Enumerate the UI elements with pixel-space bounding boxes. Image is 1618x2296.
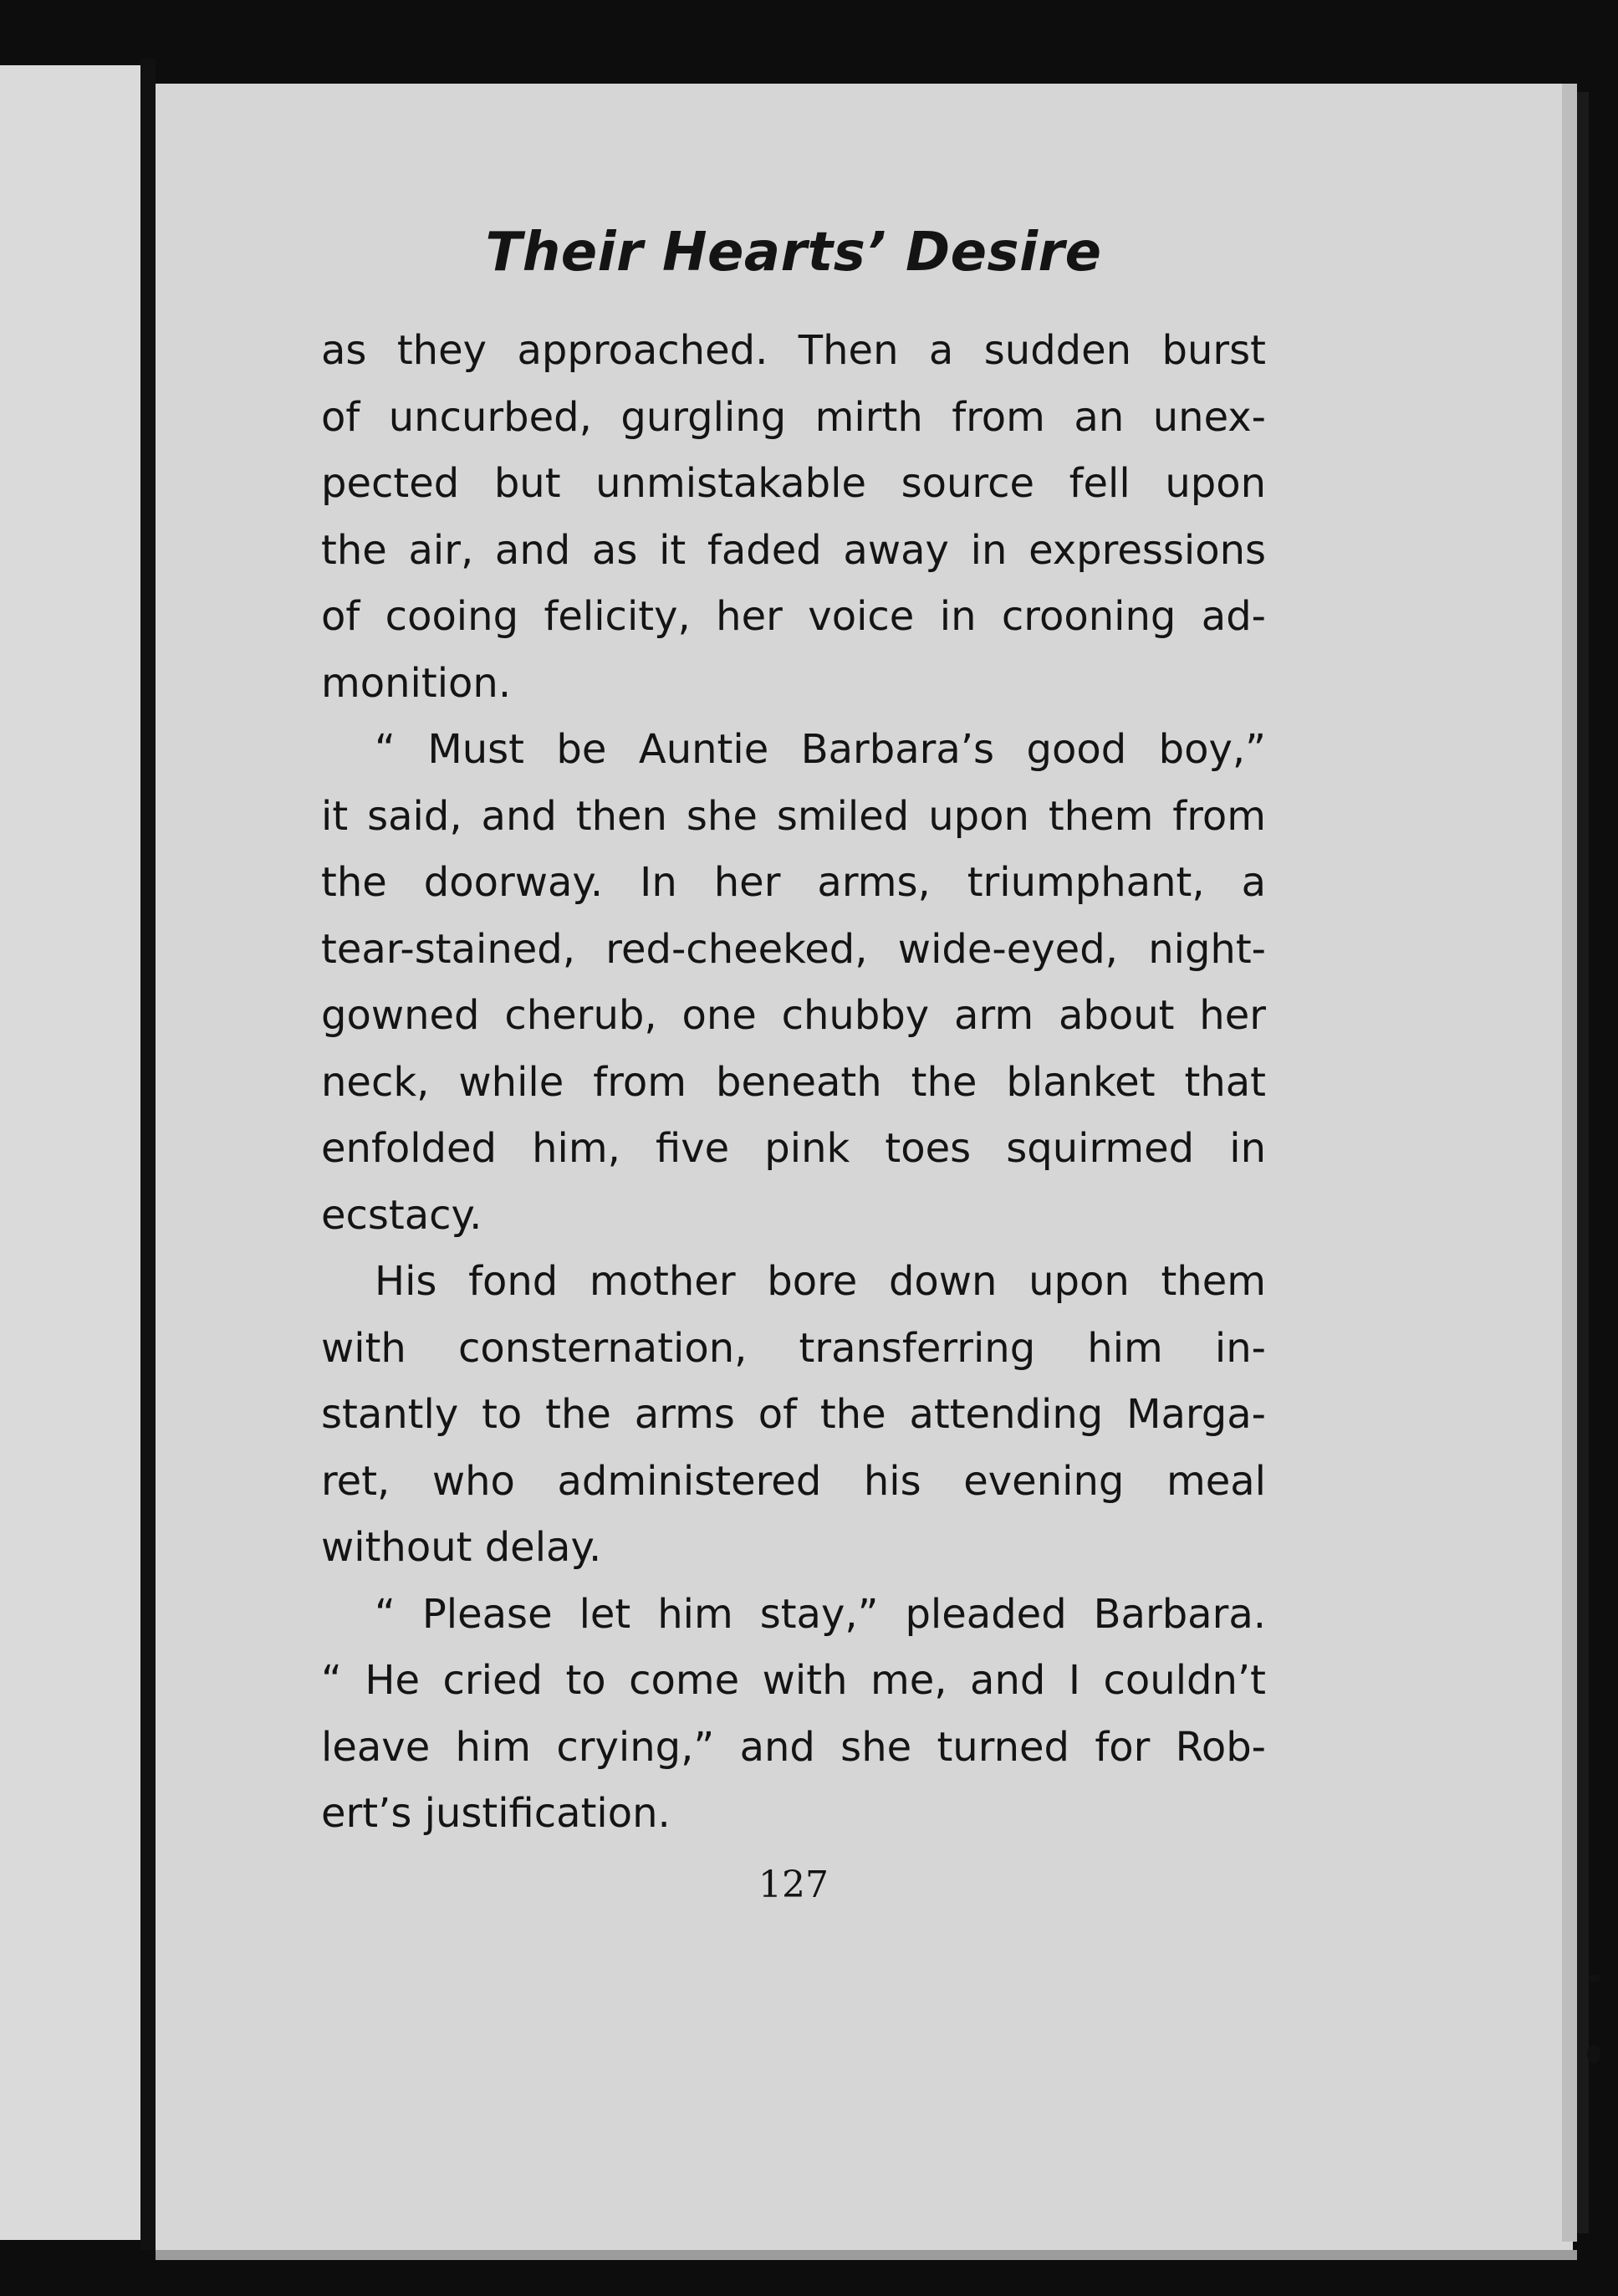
page-bottom-edge <box>156 2250 1577 2260</box>
scan-speck <box>1589 1974 1600 1982</box>
text-line: the doorway. In her arms, triumphant, a <box>321 859 1266 906</box>
text-line: ecstacy. <box>321 1191 482 1239</box>
text-line: His fond mother bore down upon them <box>375 1258 1266 1305</box>
text-line: of cooing felicity, her voice in crooning ad- <box>321 593 1266 640</box>
scan-speck <box>1587 2045 1600 2063</box>
text-line: monition. <box>321 659 512 707</box>
text-line: without delay. <box>321 1524 602 1571</box>
scan-speck <box>146 1539 153 1547</box>
text-line: ert’s justification. <box>321 1790 671 1837</box>
facing-page-edge <box>0 65 149 2240</box>
text-line: ret, who administered his evening meal <box>321 1457 1266 1505</box>
text-line: as they approached. Then a sudden burst <box>321 327 1266 374</box>
text-line: stantly to the arms of the attending Marga- <box>321 1391 1266 1438</box>
text-line: tear-stained, red-cheeked, wide-eyed, night- <box>321 925 1266 973</box>
text-line: gowned cherub, one chubby arm about her <box>321 992 1266 1039</box>
book-spine <box>140 59 156 2250</box>
text-line: with consternation, transferring him in- <box>321 1324 1266 1372</box>
text-line: enfolded him, five pink toes squirmed in <box>321 1125 1266 1172</box>
text-line: neck, while from beneath the blanket that <box>321 1058 1266 1106</box>
text-line: “ Must be Auntie Barbara’s good boy,” <box>375 726 1266 773</box>
text-line: the air, and as it faded away in expressions <box>321 526 1266 574</box>
text-line: of uncurbed, gurgling mirth from an unex- <box>321 393 1266 441</box>
text-line: “ He cried to come with me, and I couldn’t <box>321 1657 1266 1704</box>
page-fore-edge-shadow <box>1577 92 1589 2233</box>
page-fore-edge <box>1562 84 1577 2242</box>
text-line: leave him crying,” and she turned for Rob- <box>321 1723 1266 1771</box>
page-number: 127 <box>758 1864 829 1906</box>
body-text <box>321 318 1266 1848</box>
text-line: pected but unmistakable source fell upon <box>321 460 1266 507</box>
text-line: it said, and then she smiled upon them from <box>321 792 1266 840</box>
text-line: “ Please let him stay,” pleaded Barbara. <box>375 1590 1266 1638</box>
running-head: Their Hearts’ Desire <box>485 222 1102 284</box>
